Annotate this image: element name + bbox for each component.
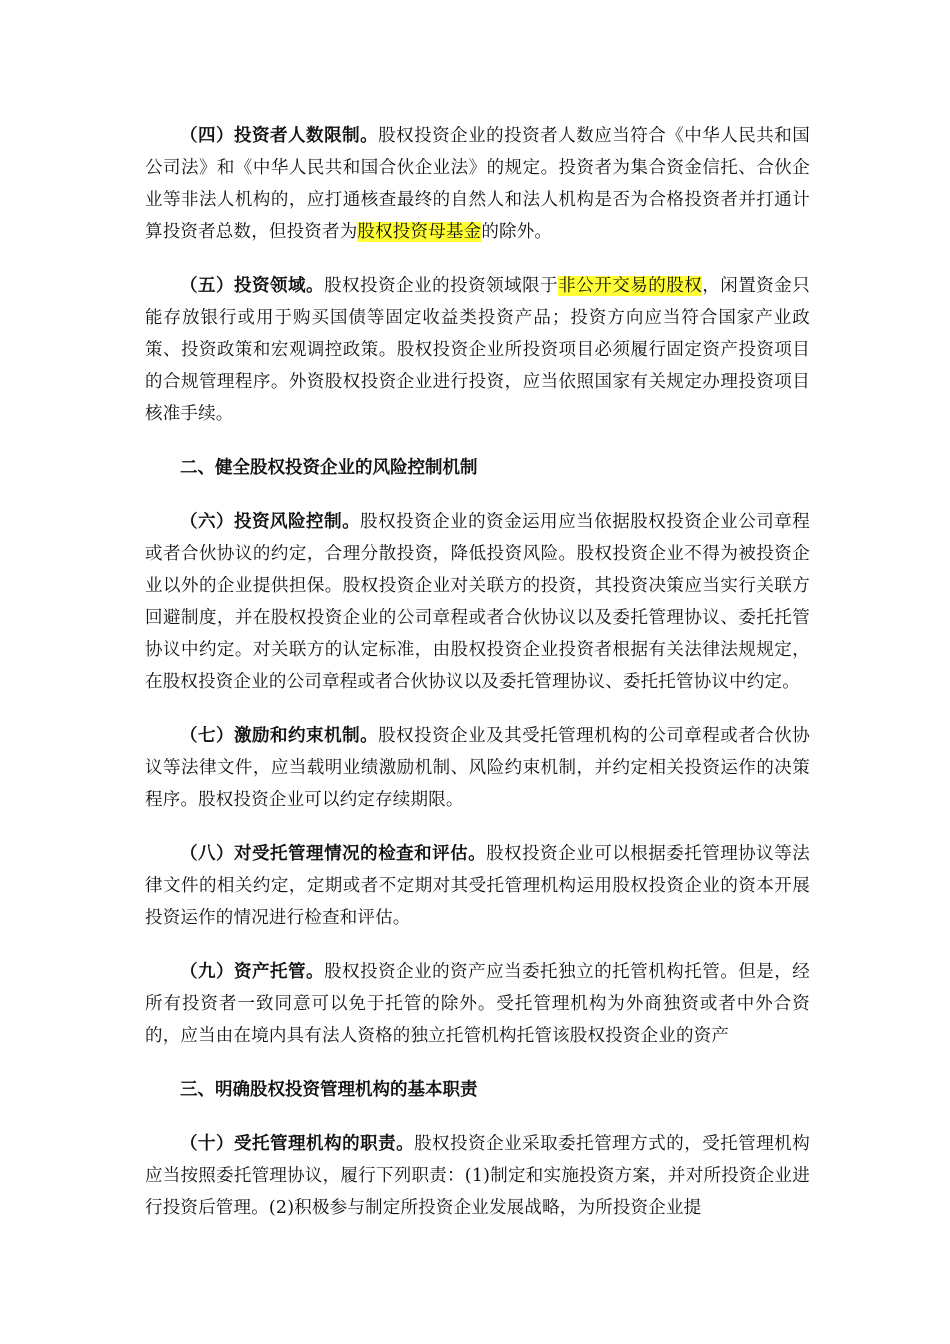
paragraph-investment-scope [145, 270, 810, 430]
paragraph-inspection [145, 838, 810, 934]
paragraph-lead: （七）激励和约束机制。 [180, 726, 379, 746]
paragraph-lead: （六）投资风险控制。 [180, 512, 361, 532]
paragraph-risk-control [145, 506, 810, 698]
paragraph-text: 股权投资企业的资产应当委托独立的托管机构托管。但是，经所有投资者一致同意可以免于托管的除外。受托管理机构为外商独资或者中外合资的，应当由在境内具有法人资格的独立托管机构托管该股权投资企业的资产 [145, 962, 810, 1046]
highlighted-text: 非公开交易的股权 [558, 276, 703, 296]
paragraph-lead: （八）对受托管理情况的检查和评估。 [180, 844, 487, 864]
paragraph-manager-duties [145, 1128, 810, 1224]
document-page [145, 120, 810, 1246]
highlighted-text: 股权投资母基金 [357, 222, 482, 242]
paragraph-lead: （四）投资者人数限制。 [180, 126, 379, 146]
paragraph-text: 股权投资企业的投资者人数应当符合《中华人民共和国公司法》和《中华人民共和国合伙企业法》的规定。投资者为集合资金信托、合伙企业等非法人机构的，应打通核查最终的自然人和法人机构是否为合格投资者并打通计算投资者总数，但投资者为 [145, 126, 810, 242]
paragraph-incentive [145, 720, 810, 816]
paragraph-text: 股权投资企业的资金运用应当依据股权投资企业公司章程或者合伙协议的约定，合理分散投资，降低投资风险。股权投资企业不得为被投资企业以外的企业提供担保。股权投资企业对关联方的投资，其投资决策应当实行关联方回避制度，并在股权投资企业的公司章程或者合伙协议以及委托管理协议、委托托管协议中约定。对关联方的认定标准，由股权投资企业投资者根据有关法律法规规定，在股权投资企业的公司章程或者合伙协议以及委托管理协议、委托托管协议中约定。 [145, 512, 811, 692]
paragraph-lead: （五）投资领域。 [180, 276, 325, 296]
section-heading-duties: 三、明确股权投资管理机构的基本职责 [180, 1080, 478, 1100]
paragraph-investor-limit [145, 120, 810, 248]
paragraph-lead: （十）受托管理机构的职责。 [180, 1134, 415, 1154]
paragraph-text: 股权投资企业可以根据委托管理协议等法律文件的相关约定，定期或者不定期对其受托管理机构运用股权投资企业的资本开展投资运作的情况进行检查和评估。 [145, 844, 810, 928]
paragraph-lead: （九）资产托管。 [180, 962, 325, 982]
paragraph-text: 的除外。 [481, 222, 553, 242]
paragraph-text: 股权投资企业采取委托管理方式的，受托管理机构应当按照委托管理协议，履行下列职责：(1)制定和实施投资方案，并对所投资企业进行投资后管理。(2)积极参与制定所投资企业发展战略，为所投资企业提 [145, 1134, 810, 1218]
paragraph-text: ，闲置资金只能存放银行或用于购买国债等固定收益类投资产品；投资方向应当符合国家产业政策、投资政策和宏观调控政策。股权投资企业所投资项目必须履行固定资产投资项目的合规管理程序。外资股权投资企业进行投资，应当依照国家有关规定办理投资项目核准手续。 [145, 276, 810, 424]
paragraph-text: 股权投资企业的投资领域限于 [324, 276, 559, 296]
paragraph-custody [145, 956, 810, 1052]
paragraph-text: 股权投资企业及其受托管理机构的公司章程或者合伙协议等法律文件，应当载明业绩激励机制、风险约束机制，并约定相关投资运作的决策程序。股权投资企业可以约定存续期限。 [145, 726, 810, 810]
section-heading-risk-control: 二、健全股权投资企业的风险控制机制 [180, 458, 478, 478]
